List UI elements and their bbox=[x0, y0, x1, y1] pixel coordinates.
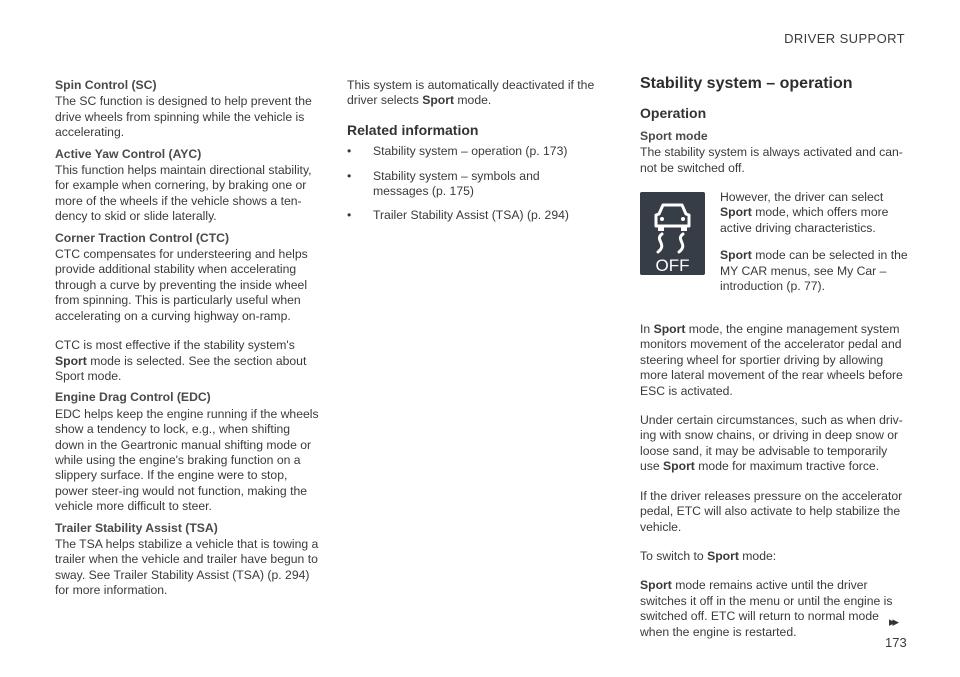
left-column bbox=[55, 78, 321, 599]
operation-heading: Operation bbox=[640, 105, 707, 122]
section-title: Stability system – operation bbox=[640, 75, 853, 92]
sport-select-text: However, the driver can select Sport mode, which offers more active driving characteristics. bbox=[720, 190, 889, 235]
deactivation-note: This system is automatically deactivated if the driver selects Sport mode. bbox=[347, 78, 595, 108]
sport-menu-text: Sport mode can be selected in the MY CAR menus, see My Car – introduction (p. 77). bbox=[720, 248, 908, 294]
related-link[interactable]: • Stability system – symbols and messages (p. 175) bbox=[347, 168, 540, 199]
section-extra-ctc: CTC is most effective if the stability system's Sport mode is selected. See the section about Sport mode. bbox=[55, 338, 307, 383]
sport-keyword: Sport bbox=[663, 459, 695, 474]
switch-to-sport-text: To switch to Sport mode: bbox=[640, 548, 777, 563]
bullet: • bbox=[347, 208, 352, 223]
section-heading-ctc: Corner Traction Control (CTC) bbox=[55, 230, 230, 245]
sport-keyword: Sport bbox=[422, 93, 455, 108]
sport-keyword: Sport bbox=[707, 548, 739, 563]
right-column bbox=[640, 76, 908, 654]
section-body-ayc: This function helps maintain directional stability, for example when cornering, by braking one or more of the wheels if the vehicle shows a ten-dency to skid or slide laterally. bbox=[55, 163, 312, 224]
sport-remains-active-text: Sport mode remains active until the driver switches it off in the menu or until the engine is switched off. ETC will return to normal mode when the engine is restarted. bbox=[640, 578, 893, 639]
section-body-sc: The SC function is designed to help prevent the drive wheels from spinning while the vehicle is accelerating. bbox=[55, 94, 312, 140]
section-heading-sc: Spin Control (SC) bbox=[55, 78, 157, 92]
sport-circumstances-text: Under certain circumstances, such as when driv-ing with snow chains, or driving in deep snow or loose sand, it may be advisable to temporarily use Sport mode for maximum tractive force. bbox=[640, 413, 903, 474]
bullet: • bbox=[347, 168, 352, 183]
sport-keyword: Sport bbox=[653, 322, 686, 337]
stability-off-icon bbox=[640, 192, 705, 275]
related-link[interactable]: • Stability system – operation (p. 173) bbox=[347, 144, 568, 159]
sport-keyword: Sport bbox=[640, 578, 672, 593]
related-link[interactable]: • Trailer Stability Assist (TSA) (p. 294) bbox=[347, 208, 569, 223]
section-heading-ayc: Active Yaw Control (AYC) bbox=[55, 146, 202, 161]
sport-mode-heading: Sport mode bbox=[640, 128, 708, 143]
section-heading-tsa: Trailer Stability Assist (TSA) bbox=[55, 520, 218, 535]
sport-engine-text: In Sport mode, the engine management system monitors movement of the accelerator pedal and steering wheel for sportier driving by allowing more lateral movement of the rear wheels before ESC is activated. bbox=[640, 322, 903, 398]
section-body-tsa: The TSA helps stabilize a vehicle that is towing a trailer when the vehicle and trailer have begun to sway. See Trailer Stability Assist (TSA) (p. 294) for more information. bbox=[55, 536, 319, 598]
middle-column bbox=[347, 78, 597, 233]
related-information-heading: Related information bbox=[347, 121, 479, 138]
sport-keyword: Sport bbox=[55, 353, 87, 368]
etc-activate-text: If the driver releases pressure on the accelerator pedal, ETC will also activate to help stabilize the vehicle. bbox=[640, 488, 903, 534]
page-header-title: DRIVER SUPPORT bbox=[784, 31, 905, 46]
icon-side-text bbox=[720, 190, 908, 294]
sport-keyword: Sport bbox=[720, 248, 752, 263]
section-body-edc: EDC helps keep the engine running if the wheels show a tendency to lock, e.g., when shifting down in the Geartronic manual shifting mode or while using the engine's braking function on a slippery surface. If the engine were to stop, power steer-ing would not function, making the vehicle more difficult to steer. bbox=[55, 406, 319, 514]
section-body-ctc: CTC compensates for understeering and helps provide additional stability when accelerating through a curve by preventing the inside wheel from spinning. This is particularly useful when accelerating on a curving highway on-ramp. bbox=[55, 247, 308, 323]
bullet: • bbox=[347, 144, 352, 159]
always-activated-text: The stability system is always activated and can-not be switched off. bbox=[640, 145, 903, 175]
page-number: 173 bbox=[885, 635, 907, 650]
sport-keyword: Sport bbox=[720, 205, 752, 220]
continue-arrow-icon: ▸▸ bbox=[889, 614, 897, 629]
icon-row bbox=[640, 190, 908, 308]
related-links-list bbox=[347, 144, 597, 224]
section-heading-edc: Engine Drag Control (EDC) bbox=[55, 390, 211, 405]
icon-label: OFF bbox=[655, 256, 690, 276]
